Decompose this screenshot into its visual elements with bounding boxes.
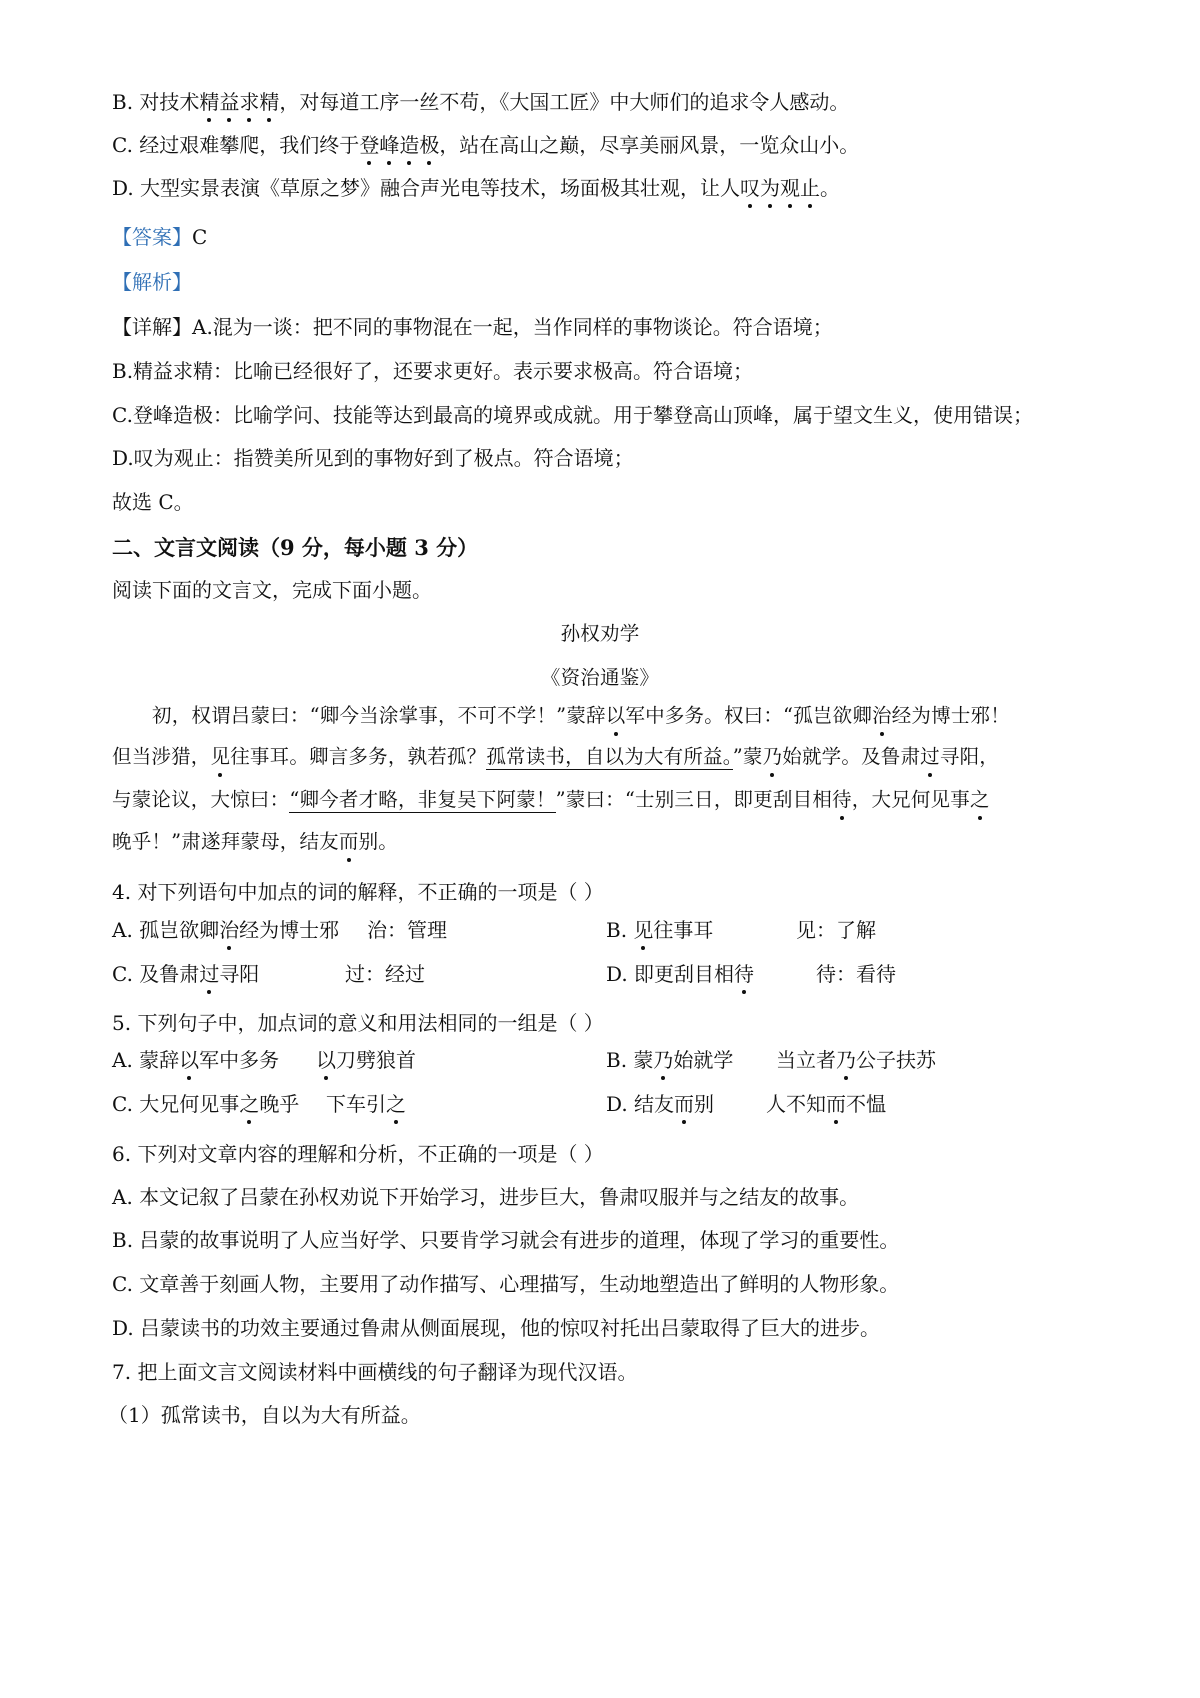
q3-option-c: C. 经过艰难攀爬，我们终于登峰造极，站在高山之巅，尽享美丽风景，一览众山小。 [112, 133, 860, 157]
q7-stem: 7. 把上面文言文阅读材料中画横线的句子翻译为现代汉语。 [112, 1360, 638, 1384]
dotted-char: 之 [386, 1092, 406, 1116]
q4-option-b-gloss: 见：了解 [796, 918, 876, 942]
q3-option-b: B. 对技术精益求精，对每道工序一丝不苟，《大国工匠》中大师们的追求令人感动。 [112, 90, 850, 114]
q5-option-b: B. 蒙乃始就学 [606, 1048, 734, 1072]
q4-option-b: B. 见往事耳 [606, 918, 714, 942]
dotted-char: 造 [399, 133, 420, 157]
underlined-sentence: 孤常读书，自以为大有所益。 [486, 745, 733, 768]
passage-title: 孙权劝学 [560, 622, 640, 645]
q5-stem: 5. 下列句子中，加点词的意义和用法相同的一组是（ ） [112, 1011, 604, 1035]
dotted-char: 求 [239, 90, 260, 114]
section-heading: 二、文言文阅读（9 分，每小题 3 分） [112, 535, 479, 560]
dotted-char: 为 [760, 176, 781, 200]
q5-option-d: D. 结友而别 [606, 1092, 715, 1116]
dotted-char: 以 [179, 1048, 200, 1072]
answer-value: C [192, 225, 208, 249]
answer-label: 【答案】 [112, 225, 192, 249]
section-instruction: 阅读下面的文言文，完成下面小题。 [112, 578, 432, 602]
q3-option-d: D. 大型实景表演《草原之梦》融合声光电等技术，场面极其壮观，让人叹为观止。 [112, 176, 841, 200]
passage-line-4: 晚乎！”肃遂拜蒙母，结友而别。 [112, 828, 1120, 856]
passage-line-1: 初，权谓吕蒙曰：“卿今当涂掌事，不可不学！”蒙辞以军中多务。权曰：“孤岂欲卿治经为博士邪！ [112, 702, 1120, 730]
dotted-term [199, 90, 279, 114]
detail-line: 【详解】A.混为一谈：把不同的事物混在一起，当作同样的事物谈论。符合语境； [112, 315, 833, 339]
dotted-char: 止 [800, 176, 821, 200]
analysis-line [112, 268, 1120, 296]
dotted-char: 治 [872, 702, 892, 730]
q6-option-b: B. 吕蒙的故事说明了人应当好学、只要肯学习就会有进步的道理，体现了学习的重要性。 [112, 1228, 900, 1252]
dotted-char: 而 [674, 1092, 695, 1116]
q5-option-a: A. 蒙辞以军中多务 [112, 1048, 280, 1072]
dotted-char: 见 [211, 743, 231, 771]
dotted-char: 以 [316, 1048, 336, 1072]
detail-line: B.精益求精：比喻已经很好了，还要求更好。表示要求极高。符合语境； [112, 359, 754, 383]
passage-source: 《资治通鉴》 [540, 666, 660, 689]
q4-option-c: C. 及鲁肃过寻阳 [112, 962, 260, 986]
dotted-char: 极 [419, 133, 440, 157]
q7-sub-1: （1）孤常读书，自以为大有所益。 [108, 1403, 421, 1427]
q4-option-a: A. 孤岂欲卿治经为博士邪 [112, 918, 340, 942]
q4-option-a-gloss: 治：管理 [367, 918, 447, 942]
q6-option-a: A. 本文记叙了吕蒙在孙权劝说下开始学习，进步巨大，鲁肃叹服并与之结友的故事。 [112, 1185, 860, 1209]
q4-option-c-gloss: 过：经过 [345, 962, 425, 986]
dotted-char: 峰 [379, 133, 400, 157]
passage-line-3: 与蒙论议，大惊曰：“卿今者才略，非复吴下阿蒙！”蒙曰：“士别三日，即更刮目相待，大兄何见事之 [112, 786, 1120, 814]
detail-line: 故选 C。 [112, 490, 194, 514]
underlined-sentence: “卿今者才略，非复吴下阿蒙！ [289, 788, 556, 811]
dotted-char: 见 [633, 918, 654, 942]
dotted-term [740, 176, 820, 200]
passage-line-2: 但当涉猎，见往事耳。卿言多务，孰若孤？孤常读书，自以为大有所益。”蒙乃始就学。及鲁肃过寻阳， [112, 743, 1120, 771]
q5-option-b-pair: 当立者乃公子扶苏 [776, 1048, 936, 1072]
q4-option-d: D. 即更刮目相待 [606, 962, 755, 986]
dotted-char: 之 [239, 1092, 260, 1116]
dotted-char: 乃 [836, 1048, 856, 1072]
dotted-char: 精 [259, 90, 280, 114]
q5-option-c: C. 大兄何见事之晚乎 [112, 1092, 300, 1116]
q6-option-c: C. 文章善于刻画人物，主要用了动作描写、心理描写，生动地塑造出了鲜明的人物形象。 [112, 1272, 900, 1296]
q5-option-c-pair: 下车引之 [326, 1092, 406, 1116]
q6-stem: 6. 下列对文章内容的理解和分析，不正确的一项是（ ） [112, 1142, 604, 1166]
dotted-char: 之 [970, 786, 990, 814]
answer-line [112, 223, 1120, 251]
dotted-char: 乃 [763, 743, 783, 771]
q4-option-d-gloss: 待：看待 [816, 962, 896, 986]
q4-stem: 4. 对下列语句中加点的词的解释，不正确的一项是（ ） [112, 880, 604, 904]
q5-option-d-pair: 人不知而不愠 [766, 1092, 886, 1116]
q6-option-d: D. 吕蒙读书的功效主要通过鲁肃从侧面展现，他的惊叹衬托出吕蒙取得了巨大的进步。 [112, 1316, 881, 1340]
dotted-char: 观 [780, 176, 801, 200]
dotted-char: 而 [826, 1092, 846, 1116]
dotted-char: 叹 [740, 176, 761, 200]
detail-line: C.登峰造极：比喻学问、技能等达到最高的境界或成就。用于攀登高山顶峰，属于望文生义，使用错误； [112, 403, 1033, 427]
dotted-char: 待 [832, 786, 852, 814]
detail-line: D.叹为观止：指赞美所见到的事物好到了极点。符合语境； [112, 446, 634, 470]
dotted-char: 益 [219, 90, 240, 114]
q5-option-a-pair: 以刀劈狼首 [316, 1048, 416, 1072]
dotted-char: 精 [199, 90, 220, 114]
analysis-label: 【解析】 [112, 270, 192, 294]
dotted-term [359, 133, 439, 157]
dotted-char: 而 [339, 828, 359, 856]
dotted-char: 治 [219, 918, 240, 942]
dotted-char: 以 [606, 702, 626, 730]
dotted-char: 过 [199, 962, 220, 986]
dotted-char: 乃 [653, 1048, 674, 1072]
dotted-char: 过 [920, 743, 940, 771]
dotted-char: 登 [359, 133, 380, 157]
dotted-char: 待 [734, 962, 755, 986]
